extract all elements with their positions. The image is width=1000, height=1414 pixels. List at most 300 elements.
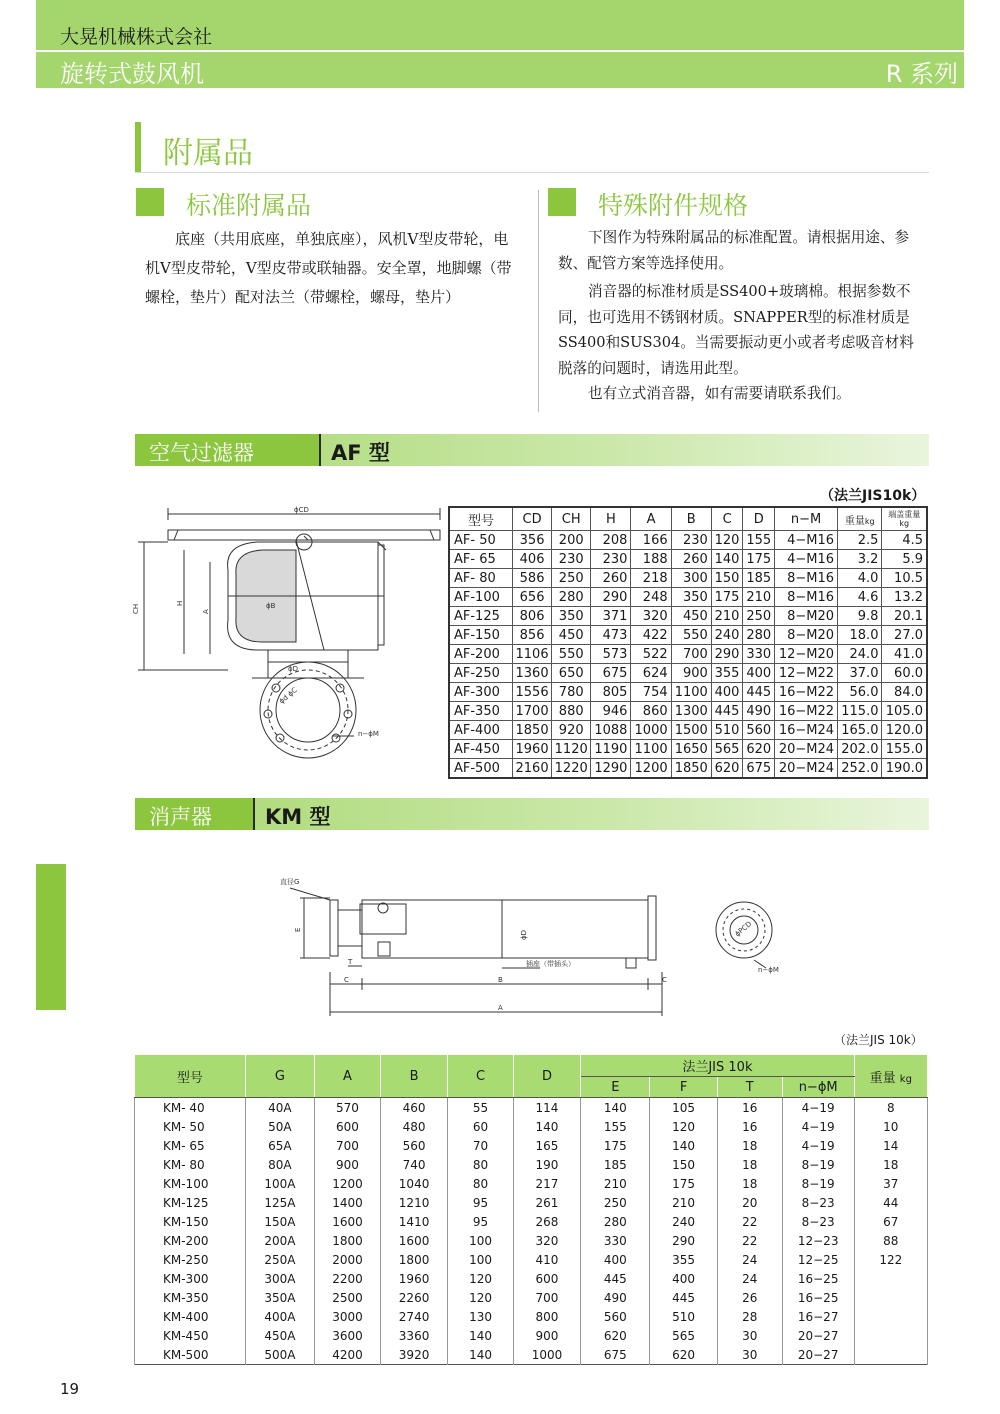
table-cell: 4−19 [782, 1098, 854, 1118]
table-cell: 70 [448, 1136, 513, 1155]
table-cell: 565 [650, 1326, 717, 1345]
table-cell: 1800 [315, 1231, 381, 1250]
af-flange-note: （法兰JIS10k） [820, 488, 926, 504]
table-cell: 210 [711, 607, 743, 626]
table-cell: 4.6 [838, 588, 882, 607]
table-cell: 8−M20 [775, 607, 838, 626]
table-row [449, 569, 927, 588]
table-cell: 320 [631, 607, 671, 626]
table-cell: 8−M16 [775, 569, 838, 588]
km-diagram-phid: ϕD [520, 929, 528, 940]
table-cell: 120 [650, 1117, 717, 1136]
table-cell: 300 [671, 569, 711, 588]
table-cell: KM- 40 [135, 1098, 246, 1118]
table-cell: 880 [552, 702, 591, 721]
table-cell: 2200 [315, 1269, 381, 1288]
af-diagram-h: H [176, 600, 184, 606]
table-cell: 445 [711, 702, 743, 721]
table-cell: 900 [671, 664, 711, 683]
af-band-separator [319, 434, 321, 466]
table-cell: AF- 50 [449, 531, 513, 550]
table-cell [854, 1307, 927, 1326]
table-cell: 620 [650, 1345, 717, 1365]
table-cell: 230 [552, 550, 591, 569]
product-name: 旋转式鼓风机 [60, 60, 204, 88]
table-cell: 320 [513, 1231, 581, 1250]
table-cell: 473 [591, 626, 631, 645]
af-type: AF 型 [331, 441, 390, 465]
table-cell: 300A [245, 1269, 315, 1288]
table-cell: KM-300 [135, 1269, 246, 1288]
section-title-bar [135, 122, 141, 172]
table-cell: 190 [513, 1155, 581, 1174]
table-row [135, 1288, 928, 1307]
table-cell: 3920 [380, 1345, 448, 1365]
table-cell: 20−27 [782, 1345, 854, 1365]
table-cell: KM-400 [135, 1307, 246, 1326]
table-cell: KM-200 [135, 1231, 246, 1250]
table-cell: 28 [717, 1307, 782, 1326]
af-table-header [449, 507, 927, 531]
table-cell: 105 [650, 1098, 717, 1118]
table-cell: 155 [581, 1117, 650, 1136]
table-cell: 656 [513, 588, 552, 607]
table-cell: 560 [743, 721, 775, 740]
table-row [135, 1155, 928, 1174]
table-cell: AF-300 [449, 683, 513, 702]
table-cell: 18 [717, 1174, 782, 1193]
table-cell: 650 [552, 664, 591, 683]
table-cell: 4−M16 [775, 531, 838, 550]
km-col-flange: 法兰JIS 10k [581, 1055, 854, 1077]
table-cell: 240 [711, 626, 743, 645]
af-col-cap-weight-label: 端盖重量 [888, 510, 921, 519]
table-cell: 60 [448, 1117, 513, 1136]
table-cell: 490 [743, 702, 775, 721]
table-cell: 12−25 [782, 1250, 854, 1269]
table-cell: 1360 [513, 664, 552, 683]
table-cell: 41.0 [882, 645, 927, 664]
table-cell: 8−19 [782, 1174, 854, 1193]
table-cell: 445 [743, 683, 775, 702]
table-cell: 1120 [552, 740, 591, 759]
table-cell: 675 [581, 1345, 650, 1365]
table-cell: 55 [448, 1098, 513, 1118]
table-cell: 700 [513, 1288, 581, 1307]
table-cell: 210 [581, 1174, 650, 1193]
table-cell: KM-125 [135, 1193, 246, 1212]
table-cell: 350 [552, 607, 591, 626]
table-cell: 217 [513, 1174, 581, 1193]
km-col-b: B [380, 1055, 448, 1098]
table-cell: 260 [671, 550, 711, 569]
km-diagram-nphim: n−ϕM [758, 966, 779, 974]
km-table-body [135, 1098, 928, 1365]
table-cell: 856 [513, 626, 552, 645]
table-row [449, 664, 927, 683]
table-cell: 3000 [315, 1307, 381, 1326]
km-diagram-c2: C [662, 976, 667, 984]
table-cell: 460 [380, 1098, 448, 1118]
km-col-a: A [315, 1055, 381, 1098]
table-cell: 22 [717, 1212, 782, 1231]
standard-heading-square [136, 188, 164, 216]
table-cell: 100 [448, 1231, 513, 1250]
table-row [135, 1345, 928, 1365]
table-cell: 510 [650, 1307, 717, 1326]
table-cell: 600 [315, 1117, 381, 1136]
af-col-weight-unit: kg [864, 516, 875, 526]
table-cell: 2260 [380, 1288, 448, 1307]
table-cell: 60.0 [882, 664, 927, 683]
table-cell: 24 [717, 1250, 782, 1269]
table-cell: 570 [315, 1098, 381, 1118]
header-divider [36, 50, 964, 52]
table-cell: AF-350 [449, 702, 513, 721]
table-cell: AF-400 [449, 721, 513, 740]
table-cell: 16 [717, 1117, 782, 1136]
table-cell: 522 [631, 645, 671, 664]
table-cell: 450 [671, 607, 711, 626]
table-row [449, 550, 927, 569]
table-cell: 2740 [380, 1307, 448, 1326]
table-cell: 88 [854, 1231, 927, 1250]
table-row [135, 1231, 928, 1250]
table-cell: 560 [581, 1307, 650, 1326]
special-paragraph-3: 也有立式消音器，如有需要请联系我们。 [588, 385, 851, 402]
special-heading-text: 特殊附件规格 [598, 191, 749, 220]
table-row [449, 740, 927, 759]
table-cell: KM-450 [135, 1326, 246, 1345]
table-cell: 155.0 [882, 740, 927, 759]
table-cell: 920 [552, 721, 591, 740]
special-paragraph-1: 下图作为特殊附属品的标准配置。请根据用途、参数、配管方案等选择使用。 [558, 229, 910, 272]
table-cell: 450A [245, 1326, 315, 1345]
km-col-t: T [717, 1077, 782, 1098]
km-col-weight [854, 1055, 927, 1098]
af-col-cap-weight-unit: kg [899, 519, 910, 528]
table-cell: 1100 [631, 740, 671, 759]
table-row [449, 531, 927, 550]
table-row [449, 607, 927, 626]
table-cell: 8−M16 [775, 588, 838, 607]
table-cell: 490 [581, 1288, 650, 1307]
table-cell: 8−23 [782, 1212, 854, 1231]
af-col-b: B [671, 507, 711, 531]
table-cell: AF-125 [449, 607, 513, 626]
table-cell: 20.1 [882, 607, 927, 626]
af-diagram-nphim: n−ϕM [358, 730, 379, 738]
table-cell: 12−23 [782, 1231, 854, 1250]
table-row [449, 702, 927, 721]
table-cell: 280 [581, 1212, 650, 1231]
table-cell: 175 [743, 550, 775, 569]
table-cell: 3.2 [838, 550, 882, 569]
page-number: 19 [60, 1380, 80, 1398]
table-cell: 1300 [671, 702, 711, 721]
table-row [135, 1174, 928, 1193]
table-cell: 120 [711, 531, 743, 550]
table-cell [854, 1326, 927, 1345]
table-cell: 250 [743, 607, 775, 626]
table-cell: AF-200 [449, 645, 513, 664]
km-flange-note: （法兰JIS 10k） [834, 1033, 923, 1047]
af-col-d: D [743, 507, 775, 531]
table-cell: 450 [552, 626, 591, 645]
table-cell: 218 [631, 569, 671, 588]
standard-paragraph: 底座（共用底座，单独底座），风机V型皮带轮，电机V型皮带轮，V型皮带或联轴器。安全罩，地脚螺（带螺栓，垫片）配对法兰（带螺栓，螺母，垫片） [145, 230, 512, 306]
table-cell: 1106 [513, 645, 552, 664]
table-cell: 16 [717, 1098, 782, 1118]
af-diagram-phib: ϕB [266, 602, 276, 610]
table-cell: 200A [245, 1231, 315, 1250]
table-cell: 675 [743, 759, 775, 779]
table-cell: 16−27 [782, 1307, 854, 1326]
table-cell: AF-150 [449, 626, 513, 645]
table-cell: 100 [448, 1250, 513, 1269]
table-cell: 8−19 [782, 1155, 854, 1174]
table-cell: 480 [380, 1117, 448, 1136]
table-row [135, 1326, 928, 1345]
table-cell: 188 [631, 550, 671, 569]
af-table-body [449, 531, 927, 779]
table-cell: 5.9 [882, 550, 927, 569]
table-cell: AF-500 [449, 759, 513, 779]
table-cell: 1960 [513, 740, 552, 759]
table-cell: 16−M22 [775, 683, 838, 702]
table-cell: 150 [650, 1155, 717, 1174]
table-cell: 120 [448, 1269, 513, 1288]
table-cell: 410 [513, 1250, 581, 1269]
table-cell: 140 [581, 1098, 650, 1118]
table-cell: 400A [245, 1307, 315, 1326]
table-cell: 2160 [513, 759, 552, 779]
table-cell: AF-450 [449, 740, 513, 759]
af-col-ch: CH [552, 507, 591, 531]
table-cell: 24.0 [838, 645, 882, 664]
table-cell: 400 [743, 664, 775, 683]
table-cell: 26 [717, 1288, 782, 1307]
table-cell: 16−25 [782, 1269, 854, 1288]
table-cell: 115.0 [838, 702, 882, 721]
table-row [135, 1250, 928, 1269]
table-cell: 806 [513, 607, 552, 626]
table-cell: 1850 [513, 721, 552, 740]
af-col-model: 型号 [449, 507, 513, 531]
table-cell: 1000 [513, 1345, 581, 1365]
table-cell: KM- 80 [135, 1155, 246, 1174]
table-cell: 780 [552, 683, 591, 702]
table-cell: 120.0 [882, 721, 927, 740]
table-cell: 1088 [591, 721, 631, 740]
table-cell: 1650 [671, 740, 711, 759]
table-cell: 400 [711, 683, 743, 702]
table-cell: KM-350 [135, 1288, 246, 1307]
km-label: 消声器 [149, 805, 212, 829]
table-cell: 600 [513, 1269, 581, 1288]
km-band-separator [253, 798, 255, 830]
table-cell: 210 [743, 588, 775, 607]
table-cell: 20−M24 [775, 759, 838, 779]
af-col-nm: n−M [775, 507, 838, 531]
table-cell: 700 [671, 645, 711, 664]
table-cell: 1700 [513, 702, 552, 721]
af-col-a: A [631, 507, 671, 531]
table-cell: 700 [315, 1136, 381, 1155]
table-row [135, 1193, 928, 1212]
table-cell: 8−M20 [775, 626, 838, 645]
special-text [558, 225, 922, 407]
af-col-h: H [591, 507, 631, 531]
section-title-text: 附属品 [163, 136, 253, 171]
km-type: KM 型 [265, 805, 331, 829]
table-cell: 1850 [671, 759, 711, 779]
table-cell: 1200 [631, 759, 671, 779]
table-cell: 40A [245, 1098, 315, 1118]
af-col-weight-label: 重量 [844, 515, 865, 527]
table-cell: AF-250 [449, 664, 513, 683]
table-cell: 573 [591, 645, 631, 664]
table-cell: 27.0 [882, 626, 927, 645]
km-col-g: G [245, 1055, 315, 1098]
table-cell: 740 [380, 1155, 448, 1174]
table-cell: 400 [650, 1269, 717, 1288]
table-cell: 290 [650, 1231, 717, 1250]
table-cell: 24 [717, 1269, 782, 1288]
km-diagram-a: A [498, 1004, 503, 1012]
table-cell: 4−19 [782, 1136, 854, 1155]
table-cell: 30 [717, 1326, 782, 1345]
table-cell: 95 [448, 1193, 513, 1212]
table-cell: 3600 [315, 1326, 381, 1345]
table-cell: 130 [448, 1307, 513, 1326]
km-diagram-c1: C [344, 976, 349, 984]
table-cell [854, 1345, 927, 1365]
table-cell: 230 [591, 550, 631, 569]
table-cell: 155 [743, 531, 775, 550]
table-cell: 900 [315, 1155, 381, 1174]
standard-heading-text: 标准附属品 [186, 191, 312, 220]
table-cell: 2500 [315, 1288, 381, 1307]
table-cell: 252.0 [838, 759, 882, 779]
km-band [135, 798, 929, 830]
table-cell: 125A [245, 1193, 315, 1212]
km-col-d: D [513, 1055, 581, 1098]
af-diagram-phic: ϕd ϕC [277, 685, 299, 706]
km-col-c: C [448, 1055, 513, 1098]
table-cell: 8 [854, 1098, 927, 1118]
table-row [135, 1098, 928, 1118]
table-cell: 356 [513, 531, 552, 550]
table-cell: 586 [513, 569, 552, 588]
company-name: 大晃机械株式会社 [60, 26, 213, 48]
table-cell: 100A [245, 1174, 315, 1193]
table-cell: 946 [591, 702, 631, 721]
af-col-cd: CD [513, 507, 552, 531]
table-cell: 900 [513, 1326, 581, 1345]
table-cell: 140 [513, 1117, 581, 1136]
table-cell: 14 [854, 1136, 927, 1155]
table-cell: 37 [854, 1174, 927, 1193]
table-cell: 122 [854, 1250, 927, 1269]
table-cell: 80A [245, 1155, 315, 1174]
table-cell: KM-100 [135, 1174, 246, 1193]
table-cell: 22 [717, 1231, 782, 1250]
table-cell: AF- 65 [449, 550, 513, 569]
table-cell: 10.5 [882, 569, 927, 588]
af-col-cap-weight [882, 507, 927, 531]
table-cell: 445 [650, 1288, 717, 1307]
table-cell: 12−M22 [775, 664, 838, 683]
table-cell: 330 [743, 645, 775, 664]
table-cell: KM- 50 [135, 1117, 246, 1136]
table-cell: 230 [671, 531, 711, 550]
table-cell: 80 [448, 1155, 513, 1174]
table-cell: 445 [581, 1269, 650, 1288]
table-cell: 165 [513, 1136, 581, 1155]
table-cell: KM-250 [135, 1250, 246, 1269]
af-diagram-a: A [202, 609, 210, 614]
table-cell: 13.2 [882, 588, 927, 607]
special-paragraph-2: 消音器的标准材质是SS400+玻璃棉。根据参数不同，也可选用不锈钢材质。SNAPPER型的标准材质是SS400和SUS304。当需要振动更小或者考虑吸音材料脱落的问题时，请选用此型。 [558, 283, 914, 377]
table-cell: 624 [631, 664, 671, 683]
table-cell: 1040 [380, 1174, 448, 1193]
table-cell: 510 [711, 721, 743, 740]
table-cell: 620 [711, 759, 743, 779]
table-cell: 280 [552, 588, 591, 607]
table-row [449, 759, 927, 779]
table-cell: 1400 [315, 1193, 381, 1212]
table-cell [854, 1288, 927, 1307]
km-col-f: F [650, 1077, 717, 1098]
table-row [449, 721, 927, 740]
table-cell: 1410 [380, 1212, 448, 1231]
table-cell: 355 [650, 1250, 717, 1269]
table-cell: 30 [717, 1345, 782, 1365]
af-diagram-ch: CH [132, 603, 140, 614]
table-cell: 1600 [315, 1212, 381, 1231]
table-cell: 175 [650, 1174, 717, 1193]
km-col-weight-unit: kg [899, 1073, 912, 1085]
table-cell: 250 [581, 1193, 650, 1212]
table-cell: 67 [854, 1212, 927, 1231]
af-band [135, 434, 929, 466]
table-cell: 150A [245, 1212, 315, 1231]
table-cell: 1600 [380, 1231, 448, 1250]
km-col-weight-label: 重量 [869, 1070, 896, 1086]
table-cell: 620 [581, 1326, 650, 1345]
table-cell: 120 [448, 1288, 513, 1307]
table-row [449, 683, 927, 702]
table-cell: 1220 [552, 759, 591, 779]
table-cell: 675 [591, 664, 631, 683]
table-cell: 500A [245, 1345, 315, 1365]
table-cell: 4−M16 [775, 550, 838, 569]
table-cell: 1190 [591, 740, 631, 759]
table-cell: AF-100 [449, 588, 513, 607]
table-row [449, 626, 927, 645]
table-cell: 754 [631, 683, 671, 702]
table-cell: 350A [245, 1288, 315, 1307]
km-col-e: E [581, 1077, 650, 1098]
table-cell: 4200 [315, 1345, 381, 1365]
table-cell: 406 [513, 550, 552, 569]
table-cell: 1800 [380, 1250, 448, 1269]
km-table-header-row-1 [135, 1055, 928, 1077]
table-cell: KM-150 [135, 1212, 246, 1231]
side-marker [36, 864, 66, 1010]
km-diagram [270, 866, 790, 1026]
